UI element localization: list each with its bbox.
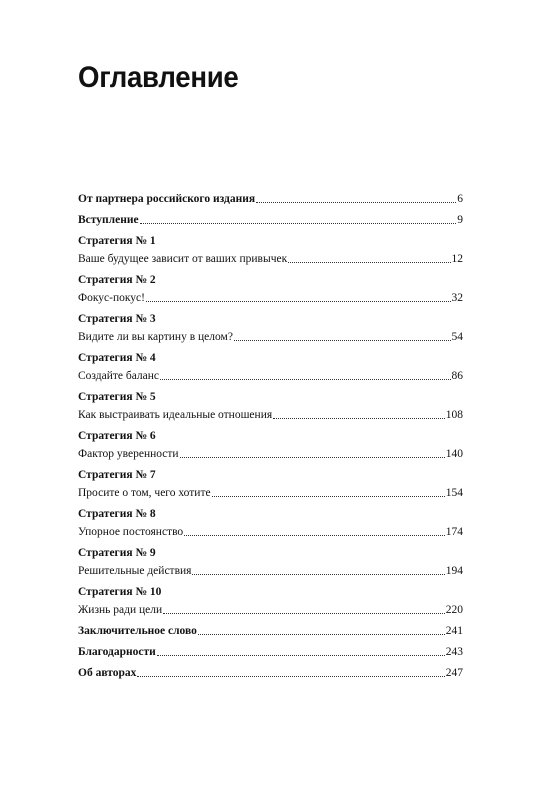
toc-entry-page: 6 — [457, 193, 463, 205]
toc-leader-dots — [140, 222, 457, 224]
toc-block-strategy — [78, 507, 463, 539]
toc-leader-dots — [212, 495, 445, 497]
toc-block-strategy — [78, 429, 463, 461]
toc-entry[interactable] — [78, 486, 463, 500]
toc-entry-page: 140 — [445, 448, 463, 460]
toc-block-closing — [78, 624, 463, 638]
strategy-label: Стратегия № 2 — [78, 274, 156, 286]
toc-entry-page: 220 — [445, 604, 463, 616]
toc-entry-page: 86 — [451, 370, 463, 382]
toc-entry-title: Создайте баланс — [78, 370, 160, 382]
toc-block-strategy — [78, 312, 463, 344]
toc-block-strategy — [78, 468, 463, 500]
toc-block-strategy — [78, 585, 463, 617]
strategy-label: Стратегия № 7 — [78, 469, 156, 481]
toc-leader-dots — [288, 261, 450, 263]
toc-block-strategy — [78, 351, 463, 383]
toc-leader-dots — [163, 612, 445, 614]
table-of-contents — [78, 192, 463, 687]
toc-entry[interactable] — [78, 291, 463, 305]
toc-block-intro — [78, 213, 463, 227]
strategy-label: Стратегия № 4 — [78, 352, 156, 364]
toc-block-intro — [78, 192, 463, 206]
toc-entry-title: Ваше будущее зависит от ваших привычек — [78, 253, 288, 265]
toc-entry[interactable] — [78, 192, 463, 206]
toc-entry-title: Фактор уверенности — [78, 448, 179, 460]
toc-leader-dots — [234, 339, 451, 341]
toc-entry-title: Заключительное слово — [78, 625, 197, 637]
toc-entry[interactable] — [78, 624, 463, 638]
strategy-label: Стратегия № 10 — [78, 586, 162, 598]
toc-entry-title: Как выстраивать идеальные отношения — [78, 409, 273, 421]
toc-entry[interactable] — [78, 603, 463, 617]
strategy-label: Стратегия № 1 — [78, 235, 156, 247]
toc-entry-title: Просите о том, чего хотите — [78, 487, 211, 499]
toc-entry-page: 154 — [445, 487, 463, 499]
toc-leader-dots — [146, 300, 451, 302]
toc-entry-page: 32 — [451, 292, 463, 304]
toc-entry-page: 194 — [445, 565, 463, 577]
toc-entry-page: 243 — [445, 646, 463, 658]
toc-entry-page: 174 — [445, 526, 463, 538]
toc-leader-dots — [137, 675, 444, 677]
toc-block-strategy — [78, 234, 463, 266]
strategy-label: Стратегия № 3 — [78, 313, 156, 325]
strategy-label: Стратегия № 9 — [78, 547, 156, 559]
toc-entry-page: 108 — [445, 409, 463, 421]
toc-entry-title: Жизнь ради цели — [78, 604, 163, 616]
toc-entry[interactable] — [78, 525, 463, 539]
toc-leader-dots — [192, 573, 444, 575]
toc-entry-title: Фокус-покус! — [78, 292, 145, 304]
toc-entry-title: Видите ли вы картину в целом? — [78, 331, 233, 343]
strategy-label: Стратегия № 8 — [78, 508, 156, 520]
toc-block-strategy — [78, 546, 463, 578]
toc-entry-title: От партнера российского издания — [78, 193, 256, 205]
strategy-label: Стратегия № 5 — [78, 391, 156, 403]
toc-leader-dots — [180, 456, 445, 458]
toc-leader-dots — [273, 417, 445, 419]
toc-entry-page: 9 — [457, 214, 463, 226]
toc-entry-page: 54 — [451, 331, 463, 343]
toc-entry-title: Вступление — [78, 214, 139, 226]
toc-entry-page: 241 — [445, 625, 463, 637]
toc-entry[interactable] — [78, 252, 463, 266]
toc-entry-page: 12 — [451, 253, 463, 265]
toc-entry[interactable] — [78, 564, 463, 578]
toc-leader-dots — [184, 534, 445, 536]
toc-entry-title: Решительные действия — [78, 565, 192, 577]
page-title: Оглавление — [78, 61, 239, 94]
toc-block-strategy — [78, 390, 463, 422]
toc-leader-dots — [256, 201, 456, 203]
toc-leader-dots — [157, 654, 445, 656]
toc-entry-title: Благодарности — [78, 646, 156, 658]
toc-entry-title: Упорное постоянство — [78, 526, 184, 538]
toc-leader-dots — [198, 633, 445, 635]
toc-entry-title: Об авторах — [78, 667, 137, 679]
toc-entry[interactable] — [78, 369, 463, 383]
toc-entry[interactable] — [78, 447, 463, 461]
strategy-label: Стратегия № 6 — [78, 430, 156, 442]
toc-entry[interactable] — [78, 330, 463, 344]
toc-entry[interactable] — [78, 666, 463, 680]
toc-entry-page: 247 — [445, 667, 463, 679]
toc-entry[interactable] — [78, 213, 463, 227]
toc-leader-dots — [160, 378, 450, 380]
toc-entry[interactable] — [78, 645, 463, 659]
toc-block-closing — [78, 666, 463, 680]
toc-block-strategy — [78, 273, 463, 305]
toc-entry[interactable] — [78, 408, 463, 422]
toc-block-closing — [78, 645, 463, 659]
